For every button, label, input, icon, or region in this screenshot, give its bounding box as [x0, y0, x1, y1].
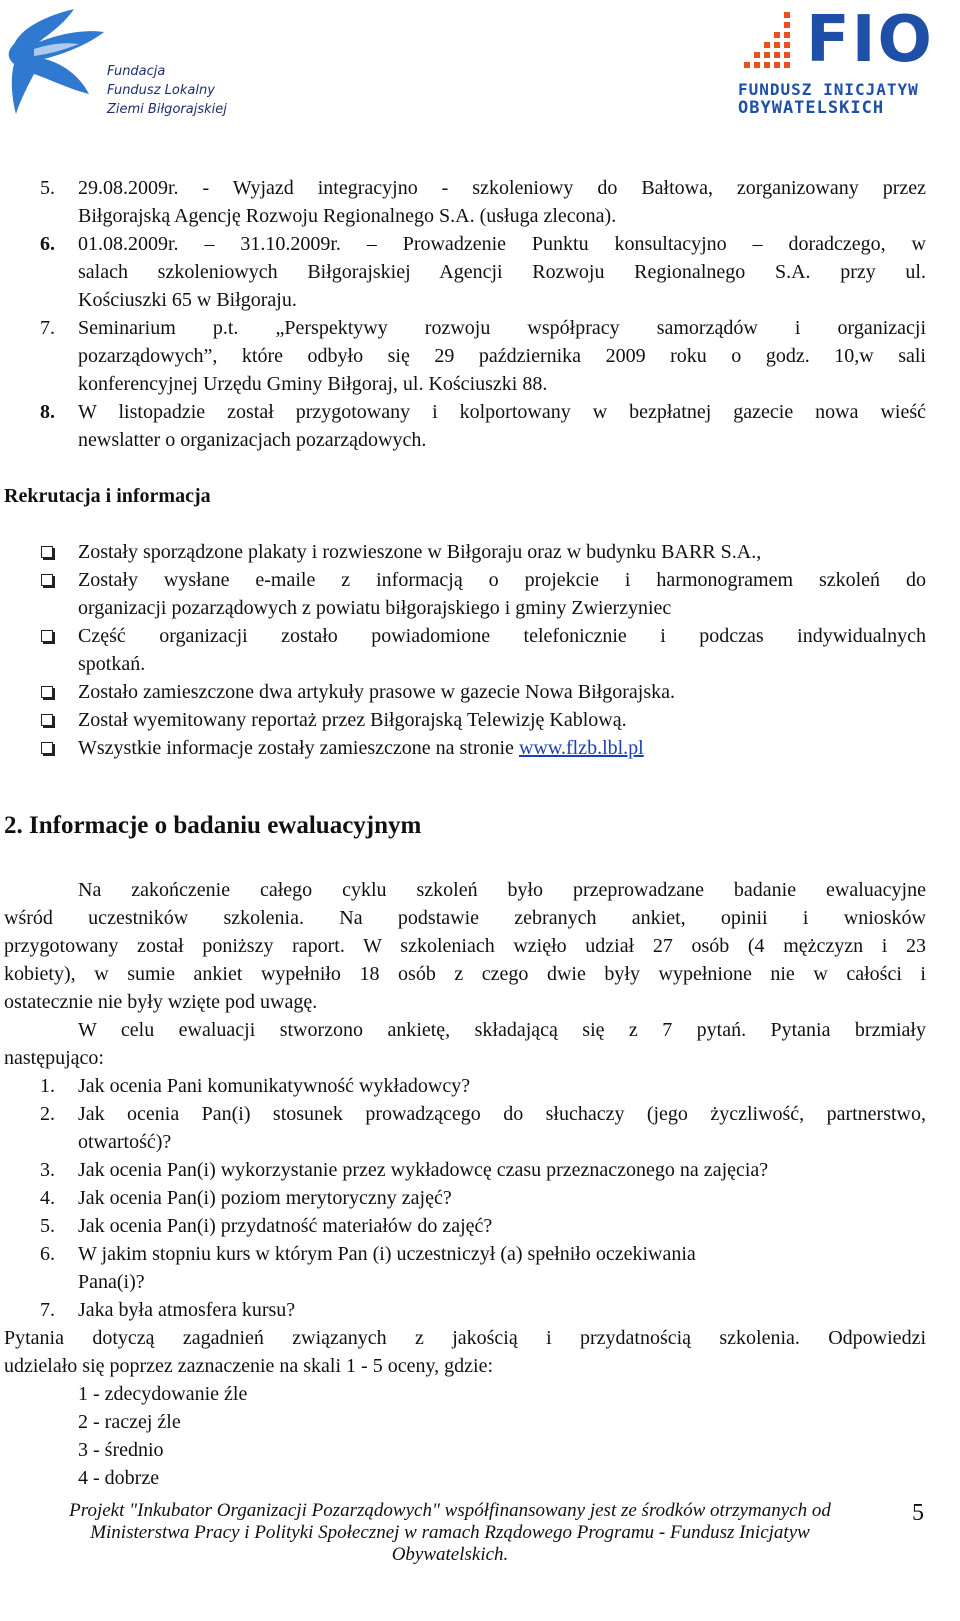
logo-line-2: Fundusz Lokalny	[107, 83, 215, 98]
footer-line: Ministerstwa Pracy i Polityki Społecznej w ramach Rządowego Programu - Fundusz Inicjatyw	[90, 1522, 810, 1543]
bullet-text: organizacji pozarządowych z powiatu biłgorajskiego i gminy Zwierzyniec	[78, 597, 672, 619]
question-text: Jaka była atmosfera kursu?	[78, 1299, 296, 1321]
paragraph-line: Pytania dotyczą zagadnień związanych z jakością i przydatnością szkolenia. Odpowiedzi	[4, 1327, 926, 1349]
item-text: salach szkoleniowych Biłgorajskiej Agencji Rozwoju Regionalnego S.A. przy ul.	[78, 261, 926, 283]
checkbox-bullet-icon	[41, 630, 53, 642]
bullet-text	[78, 734, 644, 762]
item-text: W listopadzie został przygotowany i kolportowany w bezpłatnej gazecie nowa wieść	[78, 401, 926, 423]
paragraph-line: W celu ewaluacji stworzono ankietę, składającą się z 7 pytań. Pytania brzmiały	[78, 1019, 926, 1041]
paragraph-line: udzielało się poprzez zaznaczenie na skali 1 - 5 oceny, gdzie:	[4, 1355, 494, 1377]
question-number: 7.	[40, 1299, 55, 1321]
scale-item: 1 - zdecydowanie źle	[78, 1383, 248, 1405]
bullet-text: Został wyemitowany reportaż przez Biłgorajską Telewizję Kablową.	[78, 709, 627, 731]
item-text: 29.08.2009r. - Wyjazd integracyjno - szkoleniowy do Bałtowa, zorganizowany przez	[78, 177, 926, 199]
fio-mark: FIO	[806, 3, 934, 77]
item-text: 01.08.2009r. – 31.10.2009r. – Prowadzenie Punktu konsultacyjno – doradczego, w	[78, 233, 926, 255]
item-number: 8.	[40, 401, 55, 423]
item-text: newslatter o organizacjach pozarządowych.	[78, 429, 427, 451]
question-number: 2.	[40, 1103, 55, 1125]
question-number: 5.	[40, 1215, 55, 1237]
paragraph-line: następująco:	[4, 1047, 104, 1069]
bullet-text: Zostały wysłane e-maile z informacją o projekcie i harmonogramem szkoleń do	[78, 569, 926, 591]
question-text: Jak ocenia Pani komunikatywność wykładowcy?	[78, 1075, 471, 1097]
question-text: Jak ocenia Pan(i) stosunek prowadzącego do słuchaczy (jego życzliwość, partnerstwo,	[78, 1103, 926, 1125]
item-text: Biłgorajską Agencję Rozwoju Regionalnego S.A. (usługa zlecona).	[78, 205, 617, 227]
checkbox-bullet-icon	[41, 714, 53, 726]
item-number: 6.	[40, 233, 55, 255]
question-text: Pana(i)?	[78, 1271, 145, 1293]
bullet-text: spotkań.	[78, 653, 146, 675]
fio-line-1: FUNDUSZ INICJATYW	[738, 80, 919, 99]
item-number: 7.	[40, 317, 55, 339]
question-text: Jak ocenia Pan(i) przydatność materiałów do zajęć?	[78, 1215, 493, 1237]
checkbox-bullet-icon	[41, 574, 53, 586]
checkbox-bullet-icon	[41, 686, 53, 698]
item-text: Kościuszki 65 w Biłgoraju.	[78, 289, 297, 311]
fio-line-2: OBYWATELSKICH	[738, 98, 885, 118]
question-number: 6.	[40, 1243, 55, 1265]
bird-logo-icon	[4, 4, 114, 122]
bullet-text: Część organizacji zostało powiadomione telefonicznie i podczas indywidualnych	[78, 625, 926, 647]
fio-logo	[738, 3, 954, 118]
paragraph-line: kobiety), w sumie ankiet wypełniło 18 osób z czego dwie były wypełnione nie w całości i	[4, 963, 926, 985]
question-text: W jakim stopniu kurs w którym Pan (i) uczestniczył (a) spełniło oczekiwania	[78, 1243, 696, 1265]
section-title: 2. Informacje o badaniu ewaluacyjnym	[4, 812, 422, 839]
question-text: otwartość)?	[78, 1131, 172, 1153]
question-number: 1.	[40, 1075, 55, 1097]
bullet-text: Zostały sporządzone plakaty i rozwieszone w Biłgoraju oraz w budynku BARR S.A.,	[78, 541, 762, 563]
logo-line-1: Fundacja	[107, 64, 166, 79]
scale-item: 4 - dobrze	[78, 1467, 160, 1489]
bullet-text: Zostało zamieszczone dwa artykuły prasowe w gazecie Nowa Biłgorajska.	[78, 681, 675, 703]
section-heading: Rekrutacja i informacja	[4, 485, 211, 507]
question-number: 4.	[40, 1187, 55, 1209]
question-number: 3.	[40, 1159, 55, 1181]
footer-line: Projekt "Inkubator Organizacji Pozarządowych" współfinansowany jest ze środków otrzymanych od	[69, 1500, 831, 1521]
paragraph-line: wśród uczestników szkolenia. Na podstawie zebranych ankiet, opinii i wniosków	[4, 907, 926, 929]
item-text: Seminarium p.t. „Perspektywy rozwoju współpracy samorządów i organizacji	[78, 317, 926, 339]
question-text: Jak ocenia Pan(i) poziom merytoryczny zajęć?	[78, 1187, 452, 1209]
paragraph-line: Na zakończenie całego cyklu szkoleń było przeprowadzane badanie ewaluacyjne	[78, 879, 926, 901]
footer-line: Obywatelskich.	[391, 1544, 509, 1565]
question-text: Jak ocenia Pan(i) wykorzystanie przez wykładowcę czasu przeznaczonego na zajęcia?	[78, 1159, 769, 1181]
scale-item: 3 - średnio	[78, 1439, 164, 1461]
logo-line-3: Ziemi Biłgorajskiej	[107, 102, 227, 117]
checkbox-bullet-icon	[41, 546, 53, 558]
paragraph-line: przygotowany został poniższy raport. W szkoleniach wzięło udział 27 osób (4 mężczyzn i 23	[4, 935, 926, 957]
item-text: pozarządowych”, które odbyło się 29 października 2009 roku o godz. 10,w sali	[78, 345, 926, 367]
checkbox-bullet-icon	[41, 742, 53, 754]
website-link[interactable]: www.flzb.lbl.pl	[518, 737, 644, 759]
page-footer	[0, 1500, 900, 1566]
scale-item: 2 - raczej źle	[78, 1411, 181, 1433]
dots-icon	[738, 10, 802, 74]
page-number: 5	[912, 1500, 924, 1526]
foundation-logo	[4, 4, 227, 122]
bullet-text-span: Wszystkie informacje zostały zamieszczone na stronie	[78, 737, 519, 759]
item-text: konferencyjnej Urzędu Gminy Biłgoraj, ul. Kościuszki 88.	[78, 373, 548, 395]
item-number: 5.	[40, 177, 55, 199]
paragraph-line: ostatecznie nie były wzięte pod uwagę.	[4, 991, 318, 1013]
